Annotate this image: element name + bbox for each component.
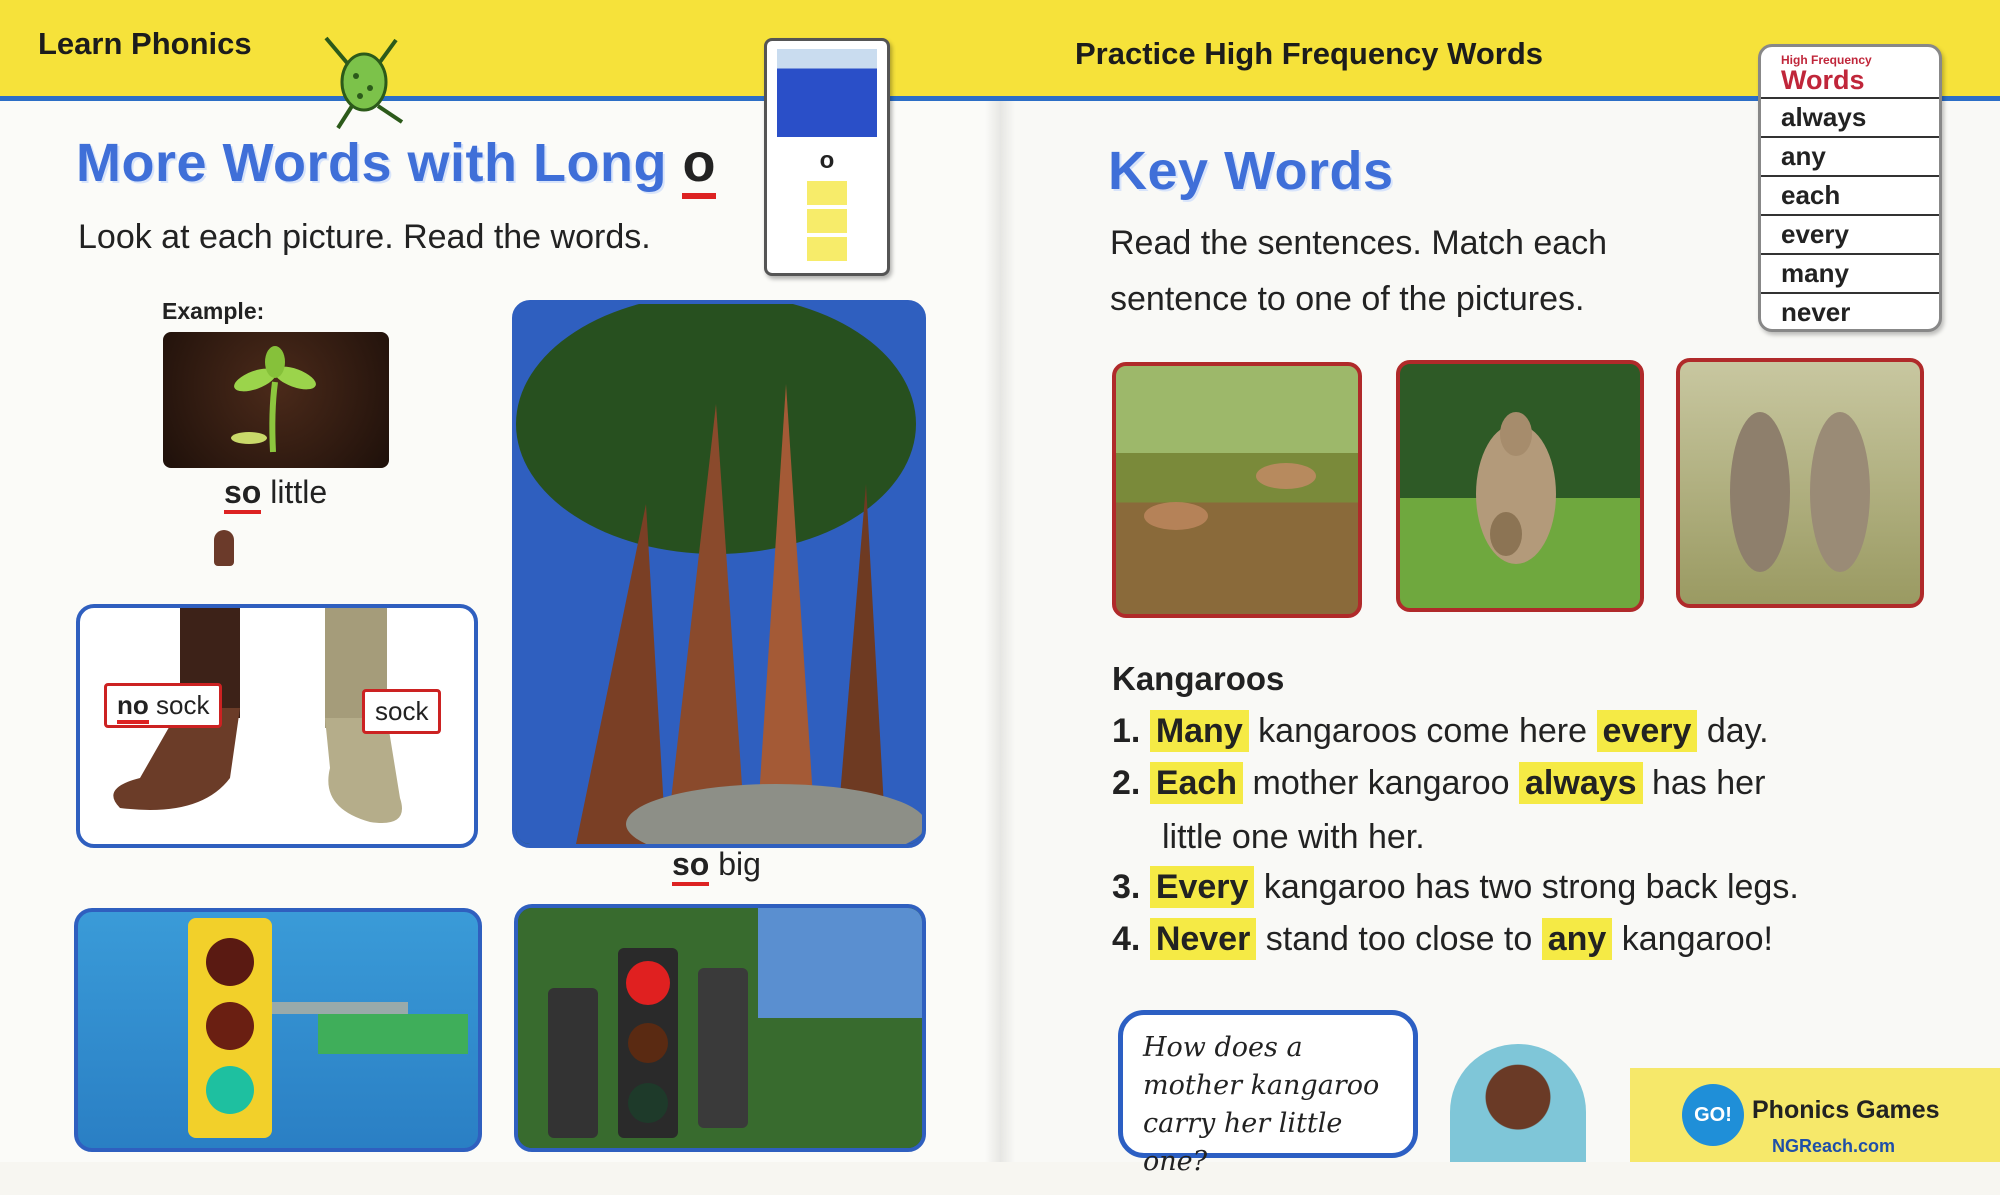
sentence-number: 3.	[1112, 868, 1141, 906]
sock-tag: sock	[362, 689, 441, 734]
left-instruction: Look at each picture. Read the words.	[78, 218, 651, 256]
sentence-text: kangaroo has two strong back legs.	[1254, 868, 1799, 906]
hfw-big-label: Words	[1781, 65, 1865, 95]
traffic-light-icon	[78, 912, 478, 1148]
sentence-text: kangaroos come here	[1248, 712, 1597, 750]
title-prefix: More Words with Long	[76, 133, 683, 193]
hfw-word: many	[1761, 253, 1939, 292]
keyword-highlight: Each	[1150, 762, 1243, 804]
kangaroo-icon	[1116, 366, 1358, 614]
book-spine	[985, 0, 1015, 1162]
page-title-right: Key Words	[1108, 141, 1394, 201]
kangaroo-icon	[1680, 362, 1920, 604]
go-badge-icon[interactable]: GO!	[1682, 1084, 1744, 1146]
sprout-photo	[163, 332, 389, 468]
sprout-icon	[163, 332, 389, 468]
example-caption	[224, 474, 327, 511]
caption-rest: little	[261, 474, 328, 510]
sentence-1	[1112, 712, 1769, 751]
right-instruction-line1: Read the sentences. Match each	[1110, 224, 1608, 262]
banner-title-left: Learn Phonics	[38, 26, 252, 61]
story-title: Kangaroos	[1112, 660, 1285, 697]
hfw-word: each	[1761, 175, 1939, 214]
keyword-highlight: every	[1597, 710, 1698, 752]
hfw-small-label: High Frequency	[1781, 53, 1872, 67]
high-frequency-words-box	[1758, 44, 1942, 332]
sentence-number: 2.	[1112, 764, 1141, 802]
sentence-text: mother kangaroo	[1243, 764, 1520, 802]
card-boxes	[807, 181, 847, 261]
hfw-word: never	[1761, 292, 1939, 331]
kangaroo-icon	[1400, 364, 1640, 608]
traffic-light-photo-2	[514, 904, 926, 1152]
ngreach-link[interactable]: NGReach.com	[1772, 1136, 1896, 1156]
tag-rest: sock	[148, 690, 210, 720]
keyword-highlight: any	[1542, 918, 1613, 960]
sentence-text: stand too close to	[1256, 920, 1542, 958]
sentence-number: 4.	[1112, 920, 1141, 958]
redwood-illustration	[516, 304, 922, 844]
right-instruction-line2: sentence to one of the pictures.	[1110, 280, 1585, 318]
card-picture	[777, 49, 877, 137]
sentence-4	[1112, 920, 1773, 959]
title-letter: o	[682, 133, 716, 199]
letter-card	[764, 38, 890, 276]
keyword-highlight: Never	[1150, 918, 1257, 960]
hfw-header	[1761, 47, 1939, 97]
no-sock-tag	[104, 683, 222, 728]
caption-bold: so	[224, 474, 261, 514]
bubble-text: How does a mother kangaroo carry her little one?	[1143, 1032, 1380, 1177]
speech-bubble	[1118, 1010, 1418, 1177]
sentence-number: 1.	[1112, 712, 1141, 750]
redwood-photo	[512, 300, 926, 848]
tag-bold: no	[117, 690, 149, 724]
keyword-highlight: Many	[1150, 710, 1249, 752]
sentence-3	[1112, 868, 1799, 907]
tree-caption	[672, 846, 761, 883]
caption-rest: big	[709, 846, 761, 882]
frog-icon	[312, 28, 412, 134]
sentence-text: day.	[1697, 712, 1769, 750]
caption-bold: so	[672, 846, 709, 886]
pointing-finger-icon	[214, 530, 234, 566]
traffic-light-photo-1	[74, 908, 482, 1152]
phonics-games-link[interactable]: Phonics Games	[1752, 1096, 1940, 1124]
keyword-highlight: Every	[1150, 866, 1255, 908]
banner-title-right: Practice High Frequency Words	[1075, 36, 1543, 71]
card-letter: o	[819, 147, 835, 174]
keyword-highlight: always	[1519, 762, 1643, 804]
hfw-word: every	[1761, 214, 1939, 253]
traffic-light-icon	[518, 908, 922, 1148]
hfw-word: any	[1761, 136, 1939, 175]
kangaroo-photo-1	[1112, 362, 1362, 618]
sentence-2-continued: little one with her.	[1162, 818, 1425, 856]
kangaroo-photo-3	[1676, 358, 1924, 608]
kangaroo-photo-2	[1396, 360, 1644, 612]
page-title-left	[76, 132, 716, 194]
sentence-text: has her	[1642, 764, 1766, 802]
sentence-text: kangaroo!	[1612, 920, 1773, 958]
sentence-2	[1112, 764, 1765, 803]
hfw-word: always	[1761, 97, 1939, 136]
example-label: Example:	[162, 298, 265, 324]
